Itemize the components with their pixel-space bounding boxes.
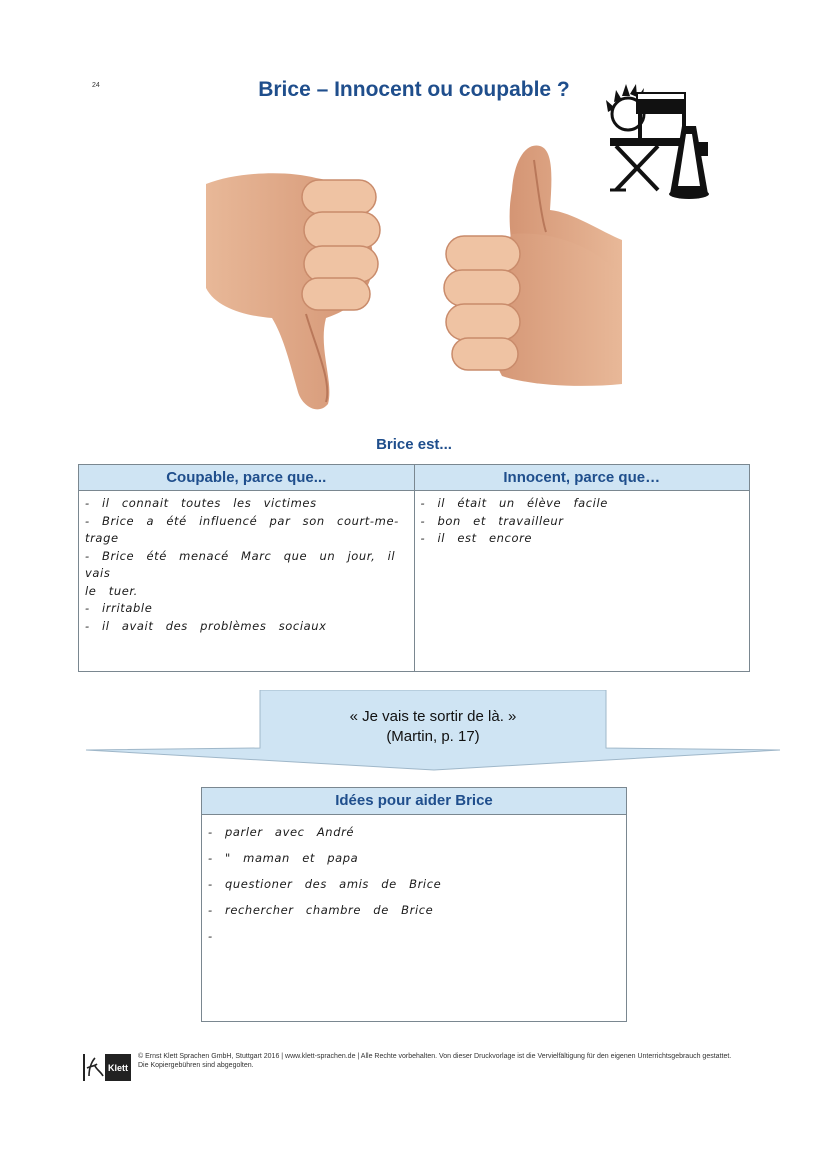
innocent-cell	[414, 491, 750, 672]
innocent-line: - bon et travailleur	[420, 513, 564, 528]
coupable-line: - irritable	[85, 601, 153, 615]
coupable-line: - Brice été menacé Marc que un jour, il vais	[85, 548, 396, 580]
verdict-table	[78, 464, 750, 672]
idea-line: - " maman et papa	[208, 851, 359, 865]
ideas-header: Idées pour aider Brice	[202, 788, 626, 815]
idea-line: - questioner des amis de Brice	[208, 877, 442, 891]
coupable-cell	[79, 491, 415, 672]
page-title: Brice – Innocent ou coupable ?	[258, 78, 570, 101]
thumbs-down-icon	[206, 168, 386, 414]
idea-line: - parler avec André	[208, 825, 355, 839]
quote-text: « Je vais te sortir de là. »	[349, 708, 517, 725]
coupable-line: trage	[85, 531, 119, 545]
coupable-line: - il avait des problèmes sociaux	[85, 618, 327, 633]
section-label: Brice est...	[376, 436, 452, 453]
innocent-header: Innocent, parce que…	[414, 465, 750, 491]
coupable-header: Coupable, parce que...	[79, 465, 415, 491]
klett-logo-text: Klett	[108, 1062, 128, 1073]
coupable-line: - Brice a été influencé par son court-me-	[85, 513, 399, 528]
quote-source: (Martin, p. 17)	[386, 728, 480, 745]
coupable-line: le tuer.	[85, 583, 138, 598]
thumbs-up-icon	[442, 140, 622, 386]
copyright-footer	[138, 1052, 738, 1070]
copyright-line: Die Kopiergebühren sind abgegolten.	[138, 1062, 254, 1069]
innocent-line: - il est encore	[420, 531, 533, 545]
ideas-list	[202, 815, 626, 949]
quote-block	[260, 707, 606, 747]
innocent-line: - il était un élève facile	[420, 496, 608, 510]
ideas-box	[201, 787, 627, 1022]
copyright-line: © Ernst Klett Sprachen GmbH, Stuttgart 2016 | www.klett-sprachen.de | Alle Rechte vorbehalten. Von dieser Druckvorlage ist die Vervielfältigung für den eigenen Unterrichtsgebrauch gestattet.	[138, 1053, 732, 1060]
idea-line: -	[208, 929, 213, 943]
page-number: 24	[92, 82, 100, 89]
klett-mark	[85, 1054, 105, 1081]
coupable-line: - il connait toutes les victimes	[85, 496, 317, 510]
idea-line: - rechercher chambre de Brice	[208, 903, 434, 917]
klett-logo-icon	[83, 1054, 131, 1081]
